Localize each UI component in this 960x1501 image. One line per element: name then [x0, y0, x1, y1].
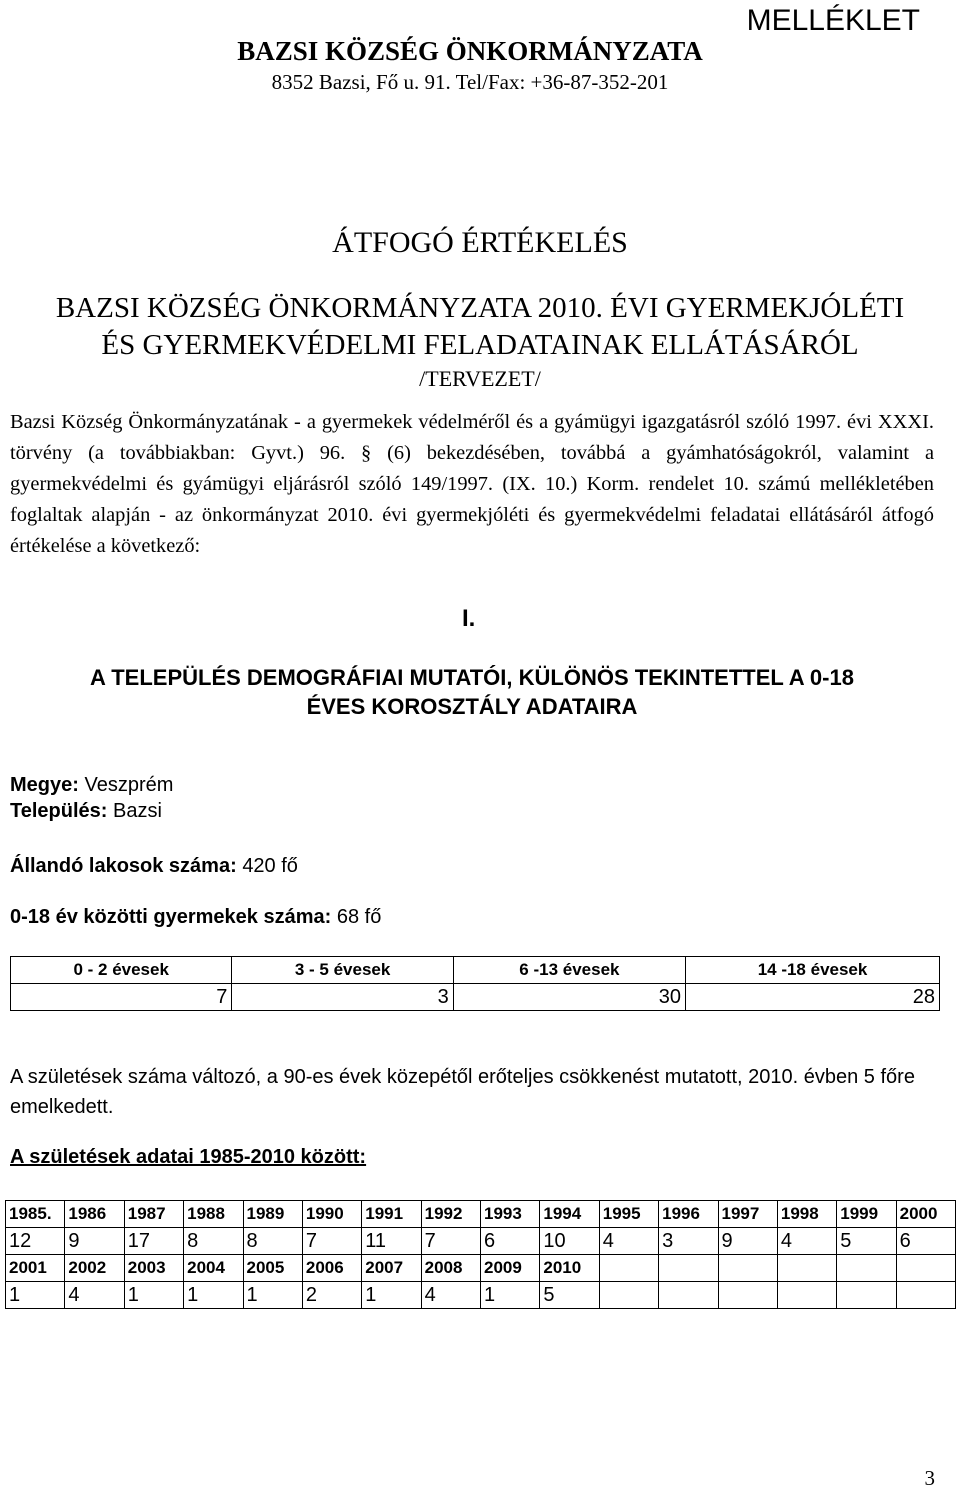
birth-count-cell: [718, 1282, 777, 1309]
births-years-row: [6, 1255, 956, 1282]
birth-year-cell: [718, 1255, 777, 1282]
birth-count-cell: 1: [6, 1282, 65, 1309]
birth-count-cell: 4: [777, 1228, 836, 1255]
age-group-table: [10, 956, 940, 1011]
intro-paragraph: Bazsi Község Önkormányzatának - a gyermekek védelméről és a gyámügyi igazgatásról szóló 1997. évi XXXI. törvény (a továbbiakban: Gyvt.) 96. § (6) bekezdésében, továbbá a gyámhatóságokról, valamint a gyermekvédelmi és gyámügyi eljárásról szóló 149/1997. (IX. 10.) Korm. rendelet 10. számú mellékletében foglaltak alapján - az önkormányzat 2010. évi gyermekjóléti és gyermekvédelmi feladatai ellátásáról átfogó értékelése a következő:: [10, 411, 934, 557]
birth-count-cell: 4: [65, 1282, 124, 1309]
sub-title-line-2: ÉS GYERMEKVÉDELMI FELADATAINAK ELLÁTÁSÁRÓL: [101, 329, 859, 361]
age-value-row: [11, 984, 940, 1011]
births-values-row: [6, 1228, 956, 1255]
birth-year-cell: 1993: [481, 1201, 540, 1228]
birth-count-cell: 6: [481, 1228, 540, 1255]
birth-year-cell: 2007: [362, 1255, 421, 1282]
birth-count-cell: 10: [540, 1228, 599, 1255]
birth-year-cell: 1990: [302, 1201, 361, 1228]
birth-count-cell: 8: [243, 1228, 302, 1255]
birth-count-cell: 7: [421, 1228, 480, 1255]
birth-year-cell: 1988: [184, 1201, 243, 1228]
birth-year-cell: [599, 1255, 658, 1282]
age-value-cell: 28: [686, 984, 940, 1011]
age-header-cell: 0 - 2 évesek: [11, 957, 232, 984]
births-values-row: [6, 1282, 956, 1309]
section-title-line-2: ÉVES KOROSZTÁLY ADATAIRA: [306, 694, 638, 719]
birth-year-cell: 2000: [896, 1201, 955, 1228]
birth-year-cell: 2010: [540, 1255, 599, 1282]
birth-count-cell: 1: [243, 1282, 302, 1309]
county-value: Veszprém: [84, 774, 174, 796]
birth-count-cell: 2: [302, 1282, 361, 1309]
birth-count-cell: 5: [837, 1228, 896, 1255]
birth-count-cell: 3: [659, 1228, 718, 1255]
birth-count-cell: 17: [124, 1228, 183, 1255]
main-title: ÁTFOGÓ ÉRTÉKELÉS: [332, 226, 628, 259]
county-line: [10, 774, 173, 797]
births-table: [5, 1200, 956, 1309]
draft-label: /TERVEZET/: [419, 366, 541, 391]
birth-year-cell: 1994: [540, 1201, 599, 1228]
birth-year-cell: 1998: [777, 1201, 836, 1228]
birth-count-cell: 9: [65, 1228, 124, 1255]
birth-year-cell: [659, 1255, 718, 1282]
birth-year-cell: 1989: [243, 1201, 302, 1228]
age-value-cell: 3: [232, 984, 453, 1011]
birth-year-cell: 1991: [362, 1201, 421, 1228]
birth-year-cell: 1992: [421, 1201, 480, 1228]
children-line: [10, 906, 381, 929]
birth-year-cell: 2003: [124, 1255, 183, 1282]
birth-count-cell: 1: [481, 1282, 540, 1309]
birth-year-cell: 2005: [243, 1255, 302, 1282]
birth-year-cell: 1997: [718, 1201, 777, 1228]
births-description: A születések száma változó, a 90-es évek közepétől erőteljes csökkenést mutatott, 2010. évben 5 főre emelkedett.: [10, 1066, 915, 1118]
settlement-value: Bazsi: [113, 800, 162, 822]
children-label: 0-18 év közötti gyermekek száma:: [10, 906, 332, 928]
birth-year-cell: 2001: [6, 1255, 65, 1282]
births-heading: A születések adatai 1985-2010 között:: [10, 1146, 367, 1168]
birth-year-cell: 2004: [184, 1255, 243, 1282]
birth-year-cell: 1996: [659, 1201, 718, 1228]
birth-count-cell: [837, 1282, 896, 1309]
age-value-cell: 30: [453, 984, 685, 1011]
birth-count-cell: 5: [540, 1282, 599, 1309]
birth-year-cell: [896, 1255, 955, 1282]
melleklet-label: MELLÉKLET: [746, 4, 920, 37]
sub-title: [0, 290, 960, 364]
age-header-cell: 3 - 5 évesek: [232, 957, 453, 984]
settlement-label: Település:: [10, 800, 108, 822]
birth-count-cell: 1: [124, 1282, 183, 1309]
residents-label: Állandó lakosok száma:: [10, 855, 237, 877]
children-value: 68 fő: [336, 906, 382, 928]
organization-name: BAZSI KÖZSÉG ÖNKORMÁNYZATA: [237, 36, 703, 66]
birth-count-cell: 4: [421, 1282, 480, 1309]
residents-line: [10, 855, 298, 878]
page-number: 3: [924, 1466, 935, 1490]
birth-year-cell: 2008: [421, 1255, 480, 1282]
section-number: I.: [462, 605, 476, 632]
age-value-cell: 7: [11, 984, 232, 1011]
birth-year-cell: 1986: [65, 1201, 124, 1228]
birth-count-cell: 12: [6, 1228, 65, 1255]
birth-count-cell: 7: [302, 1228, 361, 1255]
birth-count-cell: 6: [896, 1228, 955, 1255]
birth-year-cell: 1987: [124, 1201, 183, 1228]
birth-year-cell: [777, 1255, 836, 1282]
section-title-line-1: A TELEPÜLÉS DEMOGRÁFIAI MUTATÓI, KÜLÖNÖS TEKINTETTEL A 0-18: [90, 665, 854, 690]
birth-year-cell: 1985.: [6, 1201, 65, 1228]
birth-year-cell: 1999: [837, 1201, 896, 1228]
birth-count-cell: [659, 1282, 718, 1309]
birth-year-cell: [837, 1255, 896, 1282]
birth-count-cell: 1: [362, 1282, 421, 1309]
birth-count-cell: 1: [184, 1282, 243, 1309]
birth-count-cell: 4: [599, 1228, 658, 1255]
birth-count-cell: 8: [184, 1228, 243, 1255]
birth-count-cell: 9: [718, 1228, 777, 1255]
sub-title-line-1: BAZSI KÖZSÉG ÖNKORMÁNYZATA 2010. ÉVI GYERMEKJÓLÉTI: [55, 292, 905, 324]
settlement-line: [10, 800, 162, 823]
births-years-row: [6, 1201, 956, 1228]
residents-value: 420 fő: [242, 855, 298, 877]
age-header-cell: 14 -18 évesek: [686, 957, 940, 984]
county-label: Megye:: [10, 774, 79, 796]
birth-count-cell: [896, 1282, 955, 1309]
organization-address: 8352 Bazsi, Fő u. 91. Tel/Fax: +36-87-352-201: [271, 70, 669, 94]
birth-count-cell: [599, 1282, 658, 1309]
birth-year-cell: 2006: [302, 1255, 361, 1282]
section-title: [0, 663, 944, 721]
age-header-cell: 6 -13 évesek: [453, 957, 685, 984]
birth-count-cell: 11: [362, 1228, 421, 1255]
birth-year-cell: 1995: [599, 1201, 658, 1228]
birth-count-cell: [777, 1282, 836, 1309]
birth-year-cell: 2002: [65, 1255, 124, 1282]
birth-year-cell: 2009: [481, 1255, 540, 1282]
age-header-row: [11, 957, 940, 984]
